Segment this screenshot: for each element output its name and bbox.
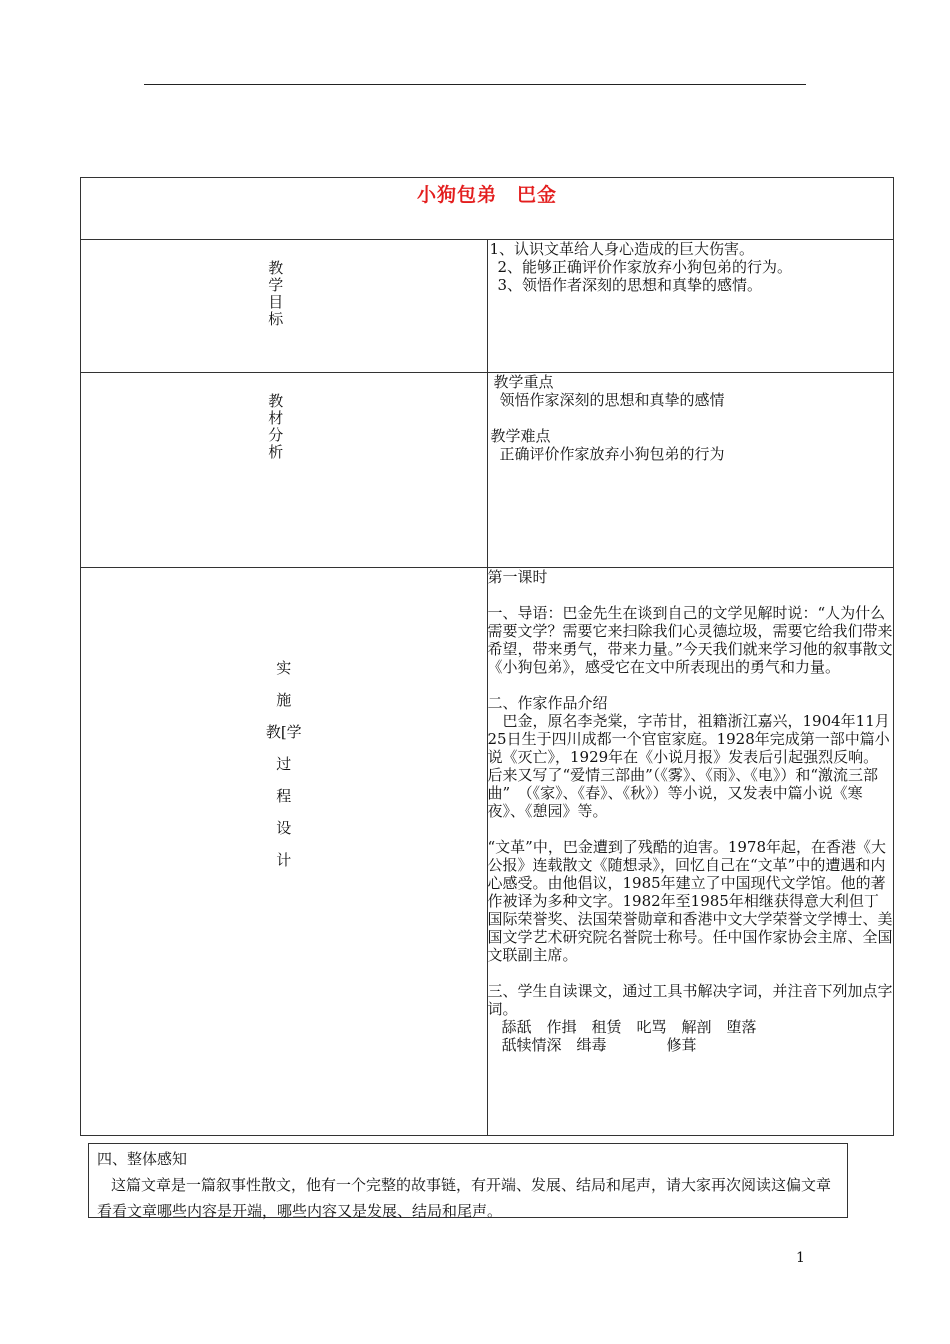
vocab-line: 舐犊情深 缉毒 修葺 <box>501 1036 697 1054</box>
vocab-line: 舔舐 作揖 租赁 叱骂 解剖 堕落 <box>501 1018 757 1036</box>
lesson-plan-table <box>80 177 894 1136</box>
lesson-heading: 第一课时 <box>487 568 548 586</box>
difficult-point-title: 教学难点 <box>490 427 551 445</box>
goals-label-cell <box>81 240 488 373</box>
overall-perception-box <box>88 1143 848 1218</box>
goal-item: 3、领悟作者深刻的思想和真挚的感情。 <box>497 276 763 294</box>
difficult-point-text: 正确评价作家放弃小狗包弟的行为 <box>499 445 725 463</box>
title-cell <box>81 178 894 240</box>
key-point-title: 教学重点 <box>493 373 554 391</box>
author-paragraph: “文革”中，巴金遭到了残酷的迫害。1978年起，在香港《大公报》连载散文《随想录》，回忆自己在“文革”中的遭遇和内心感受。由他倡议，1985年建立了中国现代文学馆。他的著作被译为多种文字。1982年至1985年相继获得意大利但丁国际荣誉奖、法国荣誉勋章和香港中文大学荣誉文学博士、美国文学艺术研究院名誉院士称号。任中国作家协会主席、全国文联副主席。 <box>487 838 893 964</box>
analysis-content <box>487 373 894 568</box>
goal-item: 2、能够正确评价作家放弃小狗包弟的行为。 <box>497 258 793 276</box>
self-read-instruction: 三、学生自读课文，通过工具书解决字词，并注音下列加点字词。 <box>487 982 893 1018</box>
analysis-label: 教材分析 <box>268 392 284 461</box>
lesson-title: 小狗包弟 巴金 <box>416 184 557 206</box>
author-section-title: 二、作家作品介绍 <box>487 694 608 712</box>
process-label-cell <box>81 568 488 1136</box>
goals-content <box>487 240 894 373</box>
header-rule <box>144 84 806 85</box>
page-number: 1 <box>796 1250 805 1266</box>
process-label: 实 施 教[学 过 程 设 计 <box>265 659 302 869</box>
analysis-label-cell <box>81 373 488 568</box>
key-point-text: 领悟作家深刻的思想和真挚的感情 <box>499 391 725 409</box>
goals-label: 教学目标 <box>268 259 284 328</box>
author-paragraph: 巴金，原名李尧棠，字芾甘，祖籍浙江嘉兴，1904年11月25日生于四川成都一个官宦家庭。1928年完成第一部中篇小说《灭亡》，1929年在《小说月报》发表后引起强烈反响。后来又写了“爱情三部曲”（《雾》、《雨》、《电》）和“激流三部曲” （《家》、《春》、《秋》）等小说，又发表中篇小说《寒夜》、《憩园》等。 <box>487 712 890 820</box>
overall-text: 这篇文章是一篇叙事性散文，他有一个完整的故事链，有开端、发展、结局和尾声，请大家再次阅读这偏文章看看文章哪些内容是开端，哪些内容又是发展、结局和尾声。 <box>97 1176 832 1220</box>
overall-title: 四、整体感知 <box>97 1150 188 1168</box>
process-content <box>487 568 894 1136</box>
goal-item: 1、认识文革给人身心造成的巨大伤害。 <box>489 240 755 258</box>
intro-paragraph: 一、导语：巴金先生在谈到自己的文学见解时说：“人为什么需要文学？需要它来扫除我们心灵德垃圾，需要它给我们带来希望，带来勇气，带来力量。”今天我们就来学习他的叙事散文《小狗包弟》，感受它在文中所表现出的勇气和力量。 <box>487 604 893 676</box>
